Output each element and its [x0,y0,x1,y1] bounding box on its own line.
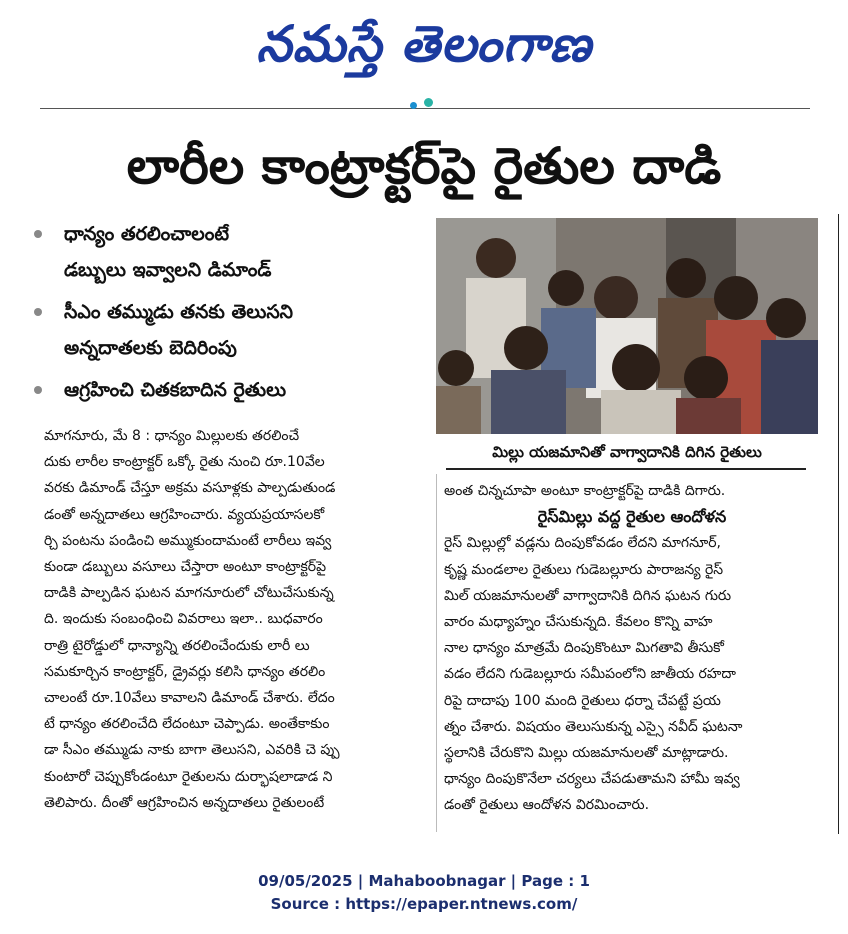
caption-underline [446,468,806,470]
body-line: రైస్‌ మిల్లుల్లో వడ్లను దింపుకోవడం లేదని మాగనూర్‌, [444,535,722,552]
body-line: మాగనూరు, మే 8 : ధాన్యం మిల్లులకు తరలించే [44,428,300,444]
footer-source-link[interactable]: Source : https://epaper.ntnews.com/ [270,895,578,913]
body-line: రాత్రి టైరోడ్డులో ధాన్యాన్ని తరలించేందుకు లారీ లు [44,637,310,654]
bullet-dot-icon [34,386,42,394]
body-line: వారం మధ్యాహ్నం చేసుకున్నది. కేవలం కొన్ని వాహ [444,614,713,631]
footer-date-edition: 09/05/2025 | Mahaboobnagar | Page : 1 [258,872,590,890]
bullet-line: అన్నదాతలకు బెదిరింపు [64,337,237,359]
body-line: వడం లేదని గుడెబల్లూరు సమీపంలోని జాతీయ రహదా [444,666,736,683]
body-line: ర్చి పంటను పండించి అమ్ముకుందామంటే లారీలు ఇవ్వ [44,532,332,549]
divider-ornament-dot [410,102,417,109]
body-line: స్థలానికి చేరుకొని మిల్లు యజమానులతో మాట్లాడారు. [444,745,729,762]
photo-caption: మిల్లు యజమానితో వాగ్వాదానికి దిగిన రైతులు [492,443,762,461]
body-line: కుంటారో చెప్పుకోండంటూ రైతులను దుర్భాషలాడాడ ని [44,768,333,785]
body-line: త్నం చేశారు. విషయం తెలుసుకున్న ఎస్సై నవీద్‌ ఘటనా [444,718,743,735]
article-right-border [838,214,839,834]
body-line: దుకు లారీల కాంట్రాక్టర్‌ ఒక్కో రైతు నుంచి రూ.10వేల [44,454,325,471]
column-divider [436,474,437,832]
body-line: నాల ధాన్యం మాత్రమే దింపుకొంటూ మిగతావి తీసుకో [444,640,724,657]
article-headline: లారీల కాంట్రాక్టర్‌పై రైతుల దాడి [126,137,722,195]
bullet-item [30,294,430,366]
body-line: కృష్ణ మండలాల రైతులు గుడెబల్లూరు పారాజన్య రైస్‌ [444,561,724,578]
bullet-line: సీఎం తమ్ముడు తనకు తెలుసని [64,301,293,323]
body-line: వరకు డిమాండ్‌ చేస్తూ అక్రమ వసూళ్లకు పాల్పడుతుండ [44,480,336,497]
article-body-left [44,423,428,816]
body-line: సమకూర్చిన కాంట్రాక్టర్‌, డ్రైవర్లు కలిసి ధాన్యం తరలిం [44,663,326,680]
body-line: టే ధాన్యం తరలించేది లేదంటూ చెప్పాడు. అంతేకాకుం [44,716,330,733]
body-line: దాడికి పాల్పడిన ఘటన మాగనూరులో చోటుచేసుకున్న [44,585,334,602]
bullet-line: డబ్బులు ఇవ్వాలని డిమాండ్‌ [64,259,272,281]
highlight-bullets [30,216,430,414]
masthead-divider [40,108,810,109]
news-photo [436,218,818,434]
body-line: మిల్‌ యజమానులతో వాగ్వాదానికి దిగిన ఘటన గురు [444,587,732,604]
body-line: రిపై దాదాపు 100 మంది రైతులు ధర్నా చేపట్టే ప్రయ [444,692,721,709]
body-line: డంతో రైతులు ఆందోళన విరమించారు. [444,797,650,814]
bullet-line: ధాన్యం తరలించాలంటే [64,223,230,245]
crowd-photo-illustration [436,218,818,434]
body-line: తెలిపారు. దీంతో ఆగ్రహించిన అన్నదాతలు రైతులంటే [44,794,325,811]
body-line: ది. ఇందుకు సంబంధించి వివరాలు ఇలా.. బుధవారం [44,611,323,628]
divider-ornament-dot [424,98,433,107]
body-line: డా సీఎం తమ్ముడు నాకు బాగా తెలుసని, ఎవరికి చె ప్పు [44,742,340,759]
body-line: అంత చిన్నచూపా అంటూ కాంట్రాక్టర్‌పై దాడికి దిగారు. [444,483,726,499]
body-line: కుండా డబ్బులు వసూలు చేస్తారా అంటూ కాంట్రాక్టర్‌పై [44,559,327,576]
article-body-right [444,478,820,819]
bullet-item [30,372,430,408]
bullet-dot-icon [34,230,42,238]
bullet-line: ఆగ్రహించి చితకబాదిన రైతులు [64,379,287,401]
bullet-item [30,216,430,288]
bullet-dot-icon [34,308,42,316]
section-subhead: రైస్‌మిల్లు వద్ద రైతుల ఆందోళన [537,507,727,527]
body-line: డంతో అన్నదాతలు ఆగ్రహించారు. వ్యయప్రయాసలకో [44,506,325,523]
body-line: ధాన్యం దింపుకొనేలా చర్యలు చేపడుతామని హామీ ఇవ్వ [444,771,740,788]
body-line: చాలంటే రూ.10వేలు కావాలని డిమాండ్‌ చేశారు. లేదం [44,690,335,707]
masthead-logo: నమస్తే తెలంగాణ [256,15,592,73]
